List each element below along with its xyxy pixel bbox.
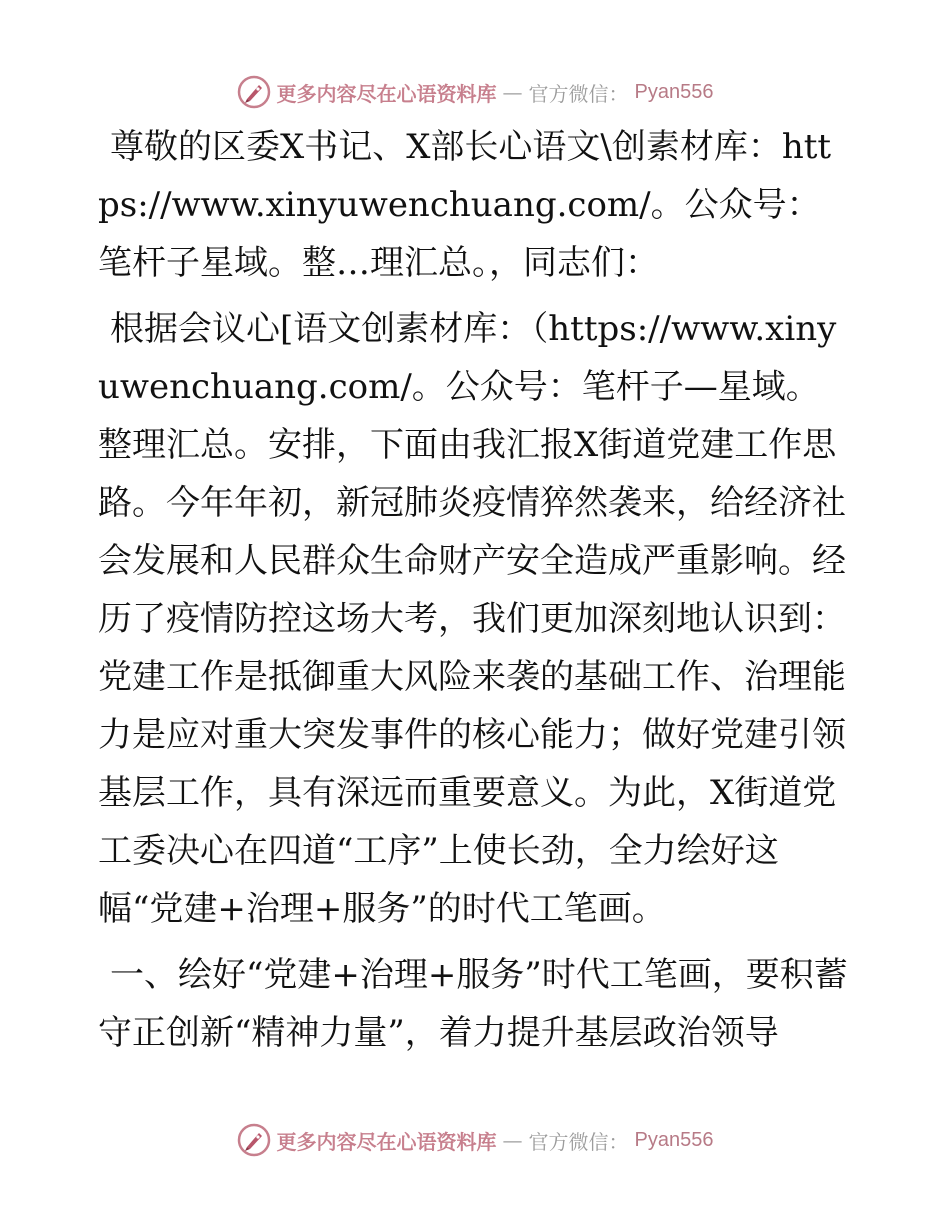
document-body — [98, 118, 850, 1070]
banner-title: 更多内容尽在心语资料库 — [276, 1129, 497, 1154]
footer-watermark-banner — [0, 1120, 950, 1160]
banner-separator: — — [502, 80, 523, 104]
header-watermark-banner — [0, 72, 950, 112]
paragraph-salutation: 尊敬的区委X书记、X部长心语文\创素材库：https://www.xinyuwenchuang.com/。公众号：笔杆子星域。整…理汇总。，同志们： — [98, 127, 832, 283]
banner-official-label: 官方微信： — [528, 1129, 629, 1154]
pen-nib-logo-icon — [237, 1123, 271, 1157]
pen-nib-logo-icon — [237, 75, 271, 109]
banner-separator: — — [502, 1128, 523, 1152]
banner-wechat-id: Pyan556 — [634, 1128, 714, 1151]
banner-title: 更多内容尽在心语资料库 — [276, 81, 497, 106]
banner-official-label: 官方微信： — [528, 81, 629, 106]
banner-wechat-id: Pyan556 — [634, 80, 714, 103]
paragraph-section-heading: 一、绘好“党建+治理+服务”时代工笔画，要积蓄守正创新“精神力量”，着力提升基层政治领导 — [98, 955, 848, 1053]
paragraph-body: 根据会议心[语文创素材库：（https://www.xinyuwenchuang.com/。公众号：笔杆子—星域。整理汇总。安排，下面由我汇报X街道党建工作思路。今年年初，新冠肺炎疫情猝然袭来，给经济社会发展和人民群众生命财产安全造成严重影响。经历了疫情防控这场大考，我们更加深刻地认识到：党建工作是抵御重大风险来袭的基础工作、治理能力是应对重大突发事件的核心能力；做好党建引领基层工作，具有深远而重要意义。为此，X街道党工委决心在四道“工序”上使长劲，全力绘好这幅“党建+治理+服务”的时代工笔画。 — [98, 309, 846, 929]
